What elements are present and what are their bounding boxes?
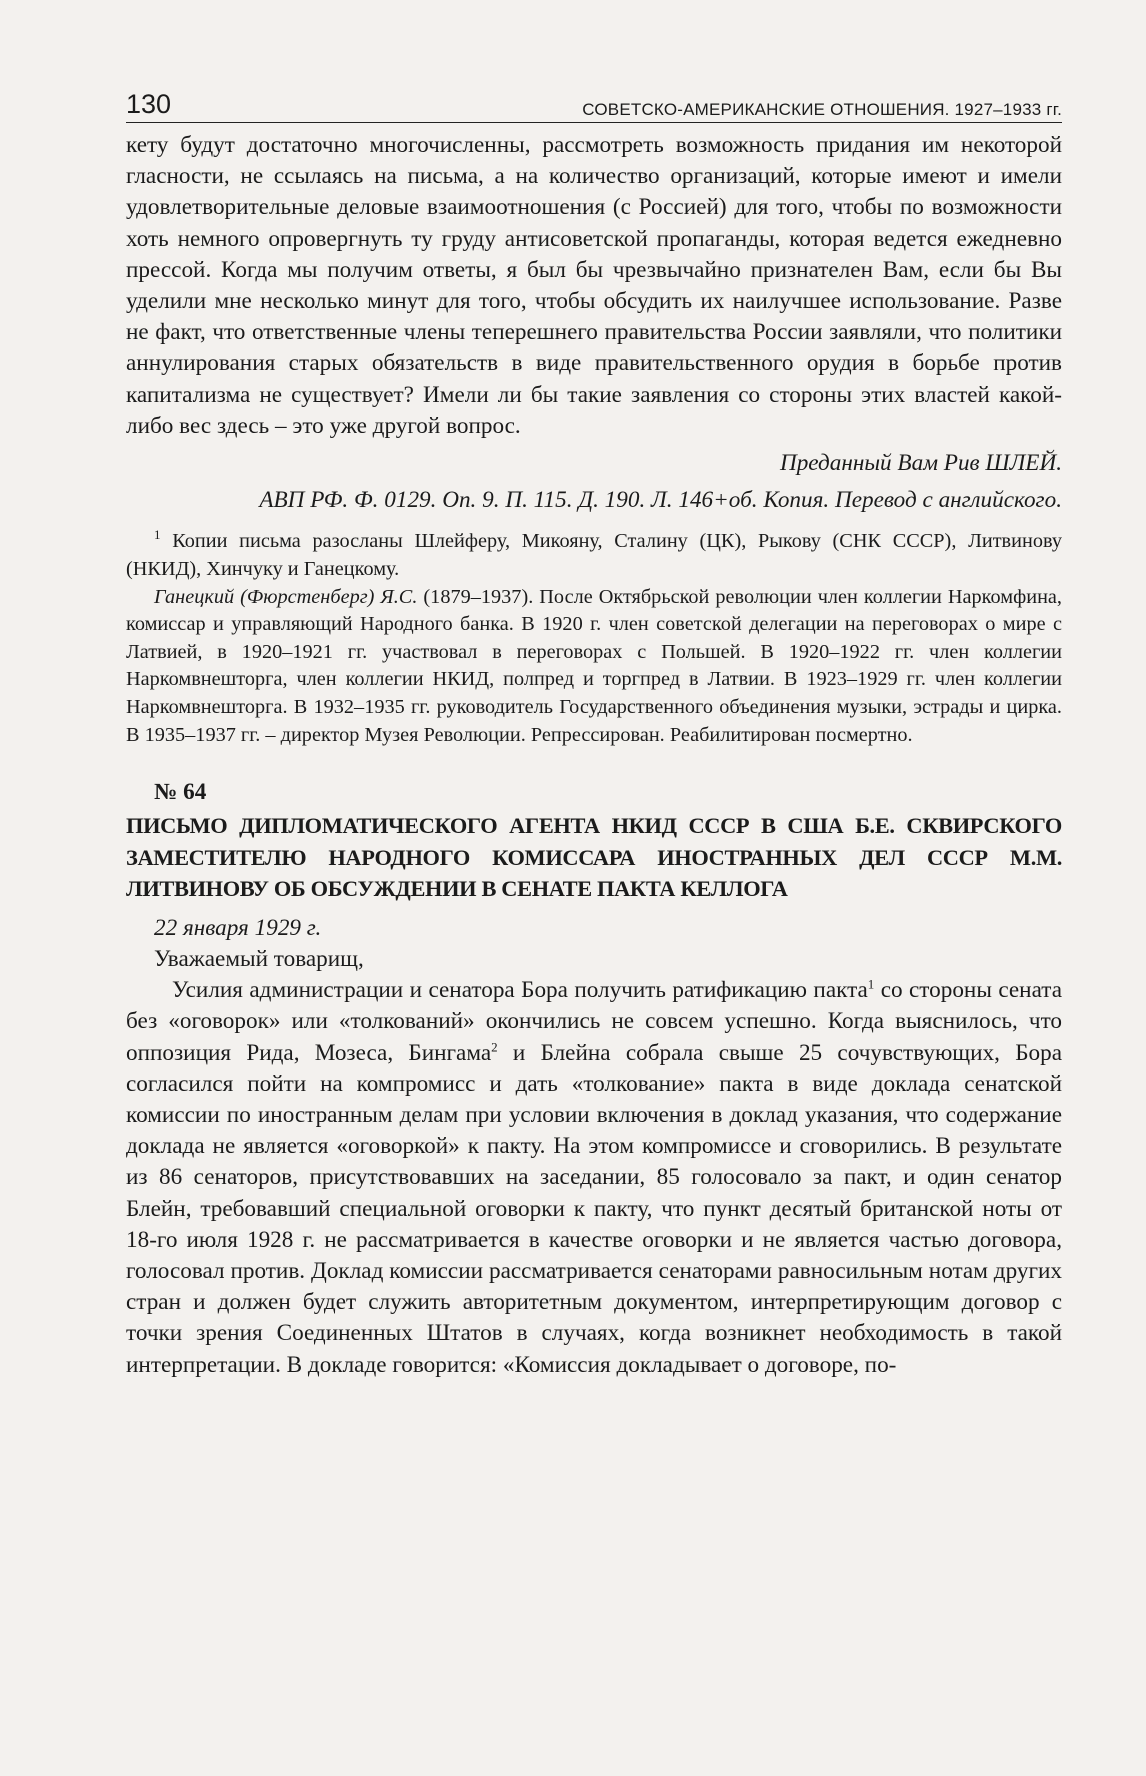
footnote-ganetsky-text: (1879–1937). После Октябрьской революции член коллегии Наркомфина, комиссар и управляющий Народного банка. В 1920 г. член советской делегации на переговорах о мире с Латвией, в 1920–1921 гг. участвовал в переговорах с Польшей. В 1920–1922 гг. член коллегии Наркомвнешторга, член коллегии НКИД, полпред и торгпред в Латвии. В 1923–1929 гг. член коллегии Наркомвнешторга. В 1932–1935 гг. руководитель Государственного объединения музыки, эстрады и цирка. В 1935–1937 гг. – директор Музея Революции. Репрессирован. Реабилитирован посмертно. bbox=[126, 585, 1062, 746]
footnote-1-marker: 1 bbox=[154, 527, 161, 543]
salutation: Уважаемый товарищ, bbox=[154, 945, 364, 972]
document-title: ПИСЬМО ДИПЛОМАТИЧЕСКОГО АГЕНТА НКИД СССР В США Б.Е. СКВИРСКОГО ЗАМЕСТИТЕЛЮ НАРОДНОГО КОМИССАРА ИНОСТРАННЫХ ДЕЛ СССР М.М. ЛИТВИНОВУ ОБ ОБСУЖДЕНИИ В СЕНАТЕ ПАКТА КЕЛЛОГА bbox=[126, 813, 1062, 902]
footnote-ganetsky-name: Ганецкий (Фюрстенберг) Я.С. bbox=[154, 585, 418, 608]
document-date: 22 января 1929 г. bbox=[154, 914, 322, 941]
footnote-1 bbox=[126, 528, 1062, 583]
footnote-ref-2: 2 bbox=[491, 1038, 498, 1054]
footnotes bbox=[126, 528, 1062, 749]
body-part-a: Усилия администрации и сенатора Бора получить ратификацию пакта bbox=[172, 977, 868, 1004]
footnote-ref-1: 1 bbox=[867, 976, 875, 992]
letter-signature: Преданный Вам Рив ШЛЕЙ. bbox=[779, 450, 1062, 477]
page-number: 130 bbox=[126, 89, 172, 119]
page-content bbox=[126, 130, 1062, 1381]
running-head: СОВЕТСКО-АМЕРИКАНСКИЕ ОТНОШЕНИЯ. 1927–1933 гг. bbox=[582, 100, 1062, 119]
letter-continuation-paragraph: кету будут достаточно многочисленны, рассмотреть возможность придания им некоторой гласности, не ссылаясь на письма, а на количество организаций, которые имеют и имели удовлетворительные деловые взаимоотношения (с Россией) для того, чтобы по возможности хоть немного опровергнуть ту груду антисоветской пропаганды, которая ведется ежедневно прессой. Когда мы получим ответы, я был бы чрезвычайно признателен Вам, если бы Вы уделили мне несколько минут для того, чтобы обсудить их наилучшее использование. Разве не факт, что ответственные члены теперешнего правительства России заявляли, что политики аннулирования старых обязательств в виде правительственного орудия в борьбе против капитализма не существует? Имели ли бы такие заявления со стороны этих властей какой-либо вес здесь – это уже другой вопрос. bbox=[126, 132, 1062, 439]
footnote-1-text: Копии письма разосланы Шлейферу, Микояну, Сталину (ЦК), Рыкову (СНК СССР), Литвинову (НКИД), Хинчуку и Ганецкому. bbox=[126, 530, 1062, 581]
page-header bbox=[126, 88, 1062, 123]
footnote-ganetsky bbox=[126, 584, 1062, 750]
body-part-b: со стороны сената без «оговорок» или «толкований» окончились не совсем успешно. Когда выяснилось, что оппозиция Рида, Мозеса, Бингама bbox=[126, 977, 1062, 1066]
document-body-paragraph bbox=[126, 975, 1062, 1381]
archive-source: АВП РФ. Ф. 0129. Оп. 9. П. 115. Д. 190. Л. 146+об. Копия. Перевод с английского. bbox=[259, 487, 1062, 514]
document-number: № 64 bbox=[154, 779, 207, 806]
body-part-c: и Блейна собрала свыше 25 сочувствующих, Бора согласился пойти на компромисс и дать «толкование» пакта в виде доклада сенатской комиссии по иностранным делам при условии включения в доклад указания, что содержание доклада не является «оговоркой» к пакту. На этом компромиссе и сговорились. В результате из 86 сенаторов, присутствовавших на заседании, 85 голосовало за пакт, и один сенатор Блейн, требовавший специальной оговорки к пакту, что пункт десятый британской ноты от 18-го июля 1928 г. не рассматривается в качестве оговорки и не является частью договора, голосовал против. Доклад комиссии рассматривается сенаторами равносильным нотам других стран и должен будет служить авторитетным документом, интерпретирующим договор с точки зрения Соединенных Штатов в случаях, когда возникнет необходимость в такой интерпретации. В докладе говорится: «Комиссия докладывает о договоре, по- bbox=[126, 1039, 1062, 1378]
